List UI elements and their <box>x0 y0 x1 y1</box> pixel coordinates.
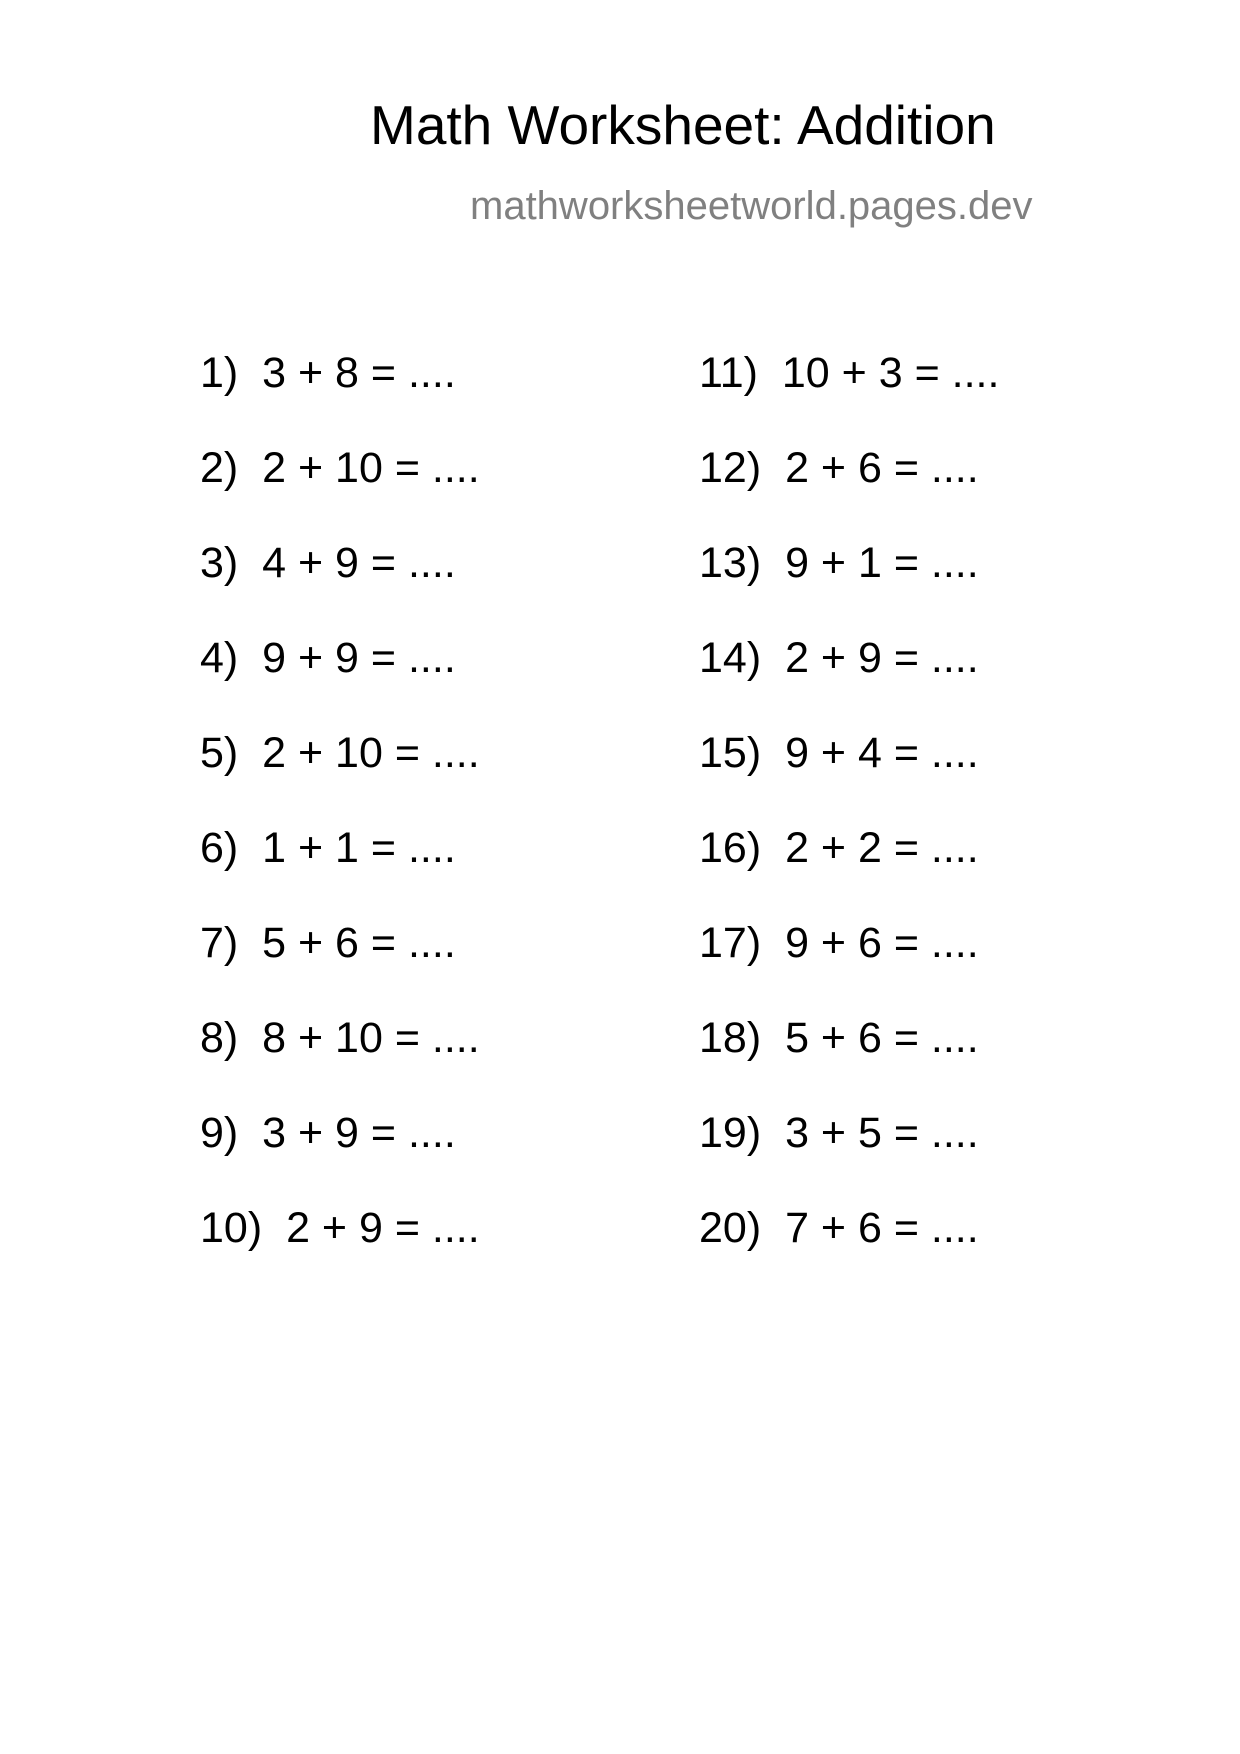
problem-expression: 3 + 5 = .... <box>785 1109 979 1157</box>
problem-number: 14) <box>699 634 762 682</box>
problem-spacer <box>238 1014 262 1062</box>
problem-item <box>699 349 1000 447</box>
problem-item <box>200 729 480 827</box>
problem-column-right <box>699 349 1000 1302</box>
problem-expression: 2 + 2 = .... <box>785 824 979 872</box>
problem-spacer <box>761 729 785 777</box>
problem-column-left <box>200 349 480 1302</box>
problem-spacer <box>761 824 785 872</box>
problem-number: 2) <box>200 444 239 492</box>
problem-number: 11) <box>699 349 758 397</box>
problem-expression: 2 + 10 = .... <box>262 729 480 777</box>
problem-spacer <box>761 1109 785 1157</box>
problem-item <box>699 444 999 542</box>
problem-number: 9) <box>200 1109 239 1157</box>
problem-spacer <box>262 1204 286 1252</box>
problem-number: 7) <box>200 919 239 967</box>
problem-item <box>200 1204 480 1302</box>
problem-number: 5) <box>200 729 239 777</box>
problem-number: 12) <box>699 444 762 492</box>
problem-item <box>699 919 999 1017</box>
problem-number: 6) <box>200 824 239 872</box>
problem-expression: 2 + 6 = .... <box>785 444 979 492</box>
problem-expression: 9 + 6 = .... <box>785 919 979 967</box>
problem-expression: 1 + 1 = .... <box>262 824 456 872</box>
problem-spacer <box>761 919 785 967</box>
problem-number: 3) <box>200 539 239 587</box>
problem-item <box>699 1204 999 1302</box>
problem-number: 15) <box>699 729 762 777</box>
problem-expression: 4 + 9 = .... <box>262 539 456 587</box>
problem-number: 13) <box>699 539 762 587</box>
problem-spacer <box>238 349 262 397</box>
problem-item <box>699 1014 999 1112</box>
problem-spacer <box>238 919 262 967</box>
problem-expression: 2 + 9 = .... <box>286 1204 480 1252</box>
problem-spacer <box>761 1204 785 1252</box>
problem-spacer <box>238 1109 262 1157</box>
problem-item <box>200 349 480 447</box>
problem-item <box>200 919 480 1017</box>
problem-expression: 9 + 9 = .... <box>262 634 456 682</box>
problem-expression: 8 + 10 = .... <box>262 1014 480 1062</box>
problem-item <box>200 444 480 542</box>
problem-item <box>699 539 999 637</box>
problem-expression: 7 + 6 = .... <box>785 1204 979 1252</box>
problem-item <box>699 1109 999 1207</box>
problem-number: 10) <box>200 1204 263 1252</box>
problem-expression: 2 + 9 = .... <box>785 634 979 682</box>
problem-expression: 2 + 10 = .... <box>262 444 480 492</box>
problem-item <box>699 729 999 827</box>
problem-spacer <box>761 1014 785 1062</box>
problem-number: 16) <box>699 824 762 872</box>
problem-item <box>200 634 480 732</box>
problem-item <box>200 539 480 637</box>
problem-item <box>200 824 480 922</box>
problem-item <box>699 634 999 732</box>
problem-item <box>200 1109 480 1207</box>
worksheet-website: mathworksheetworld.pages.dev <box>470 184 1033 228</box>
problem-spacer <box>238 729 262 777</box>
problem-number: 17) <box>699 919 762 967</box>
problem-expression: 3 + 9 = .... <box>262 1109 456 1157</box>
problem-item <box>699 824 999 922</box>
problem-spacer <box>238 444 262 492</box>
problem-expression: 9 + 4 = .... <box>785 729 979 777</box>
problem-spacer <box>238 824 262 872</box>
problem-spacer <box>761 444 785 492</box>
problem-expression: 9 + 1 = .... <box>785 539 979 587</box>
problem-expression: 10 + 3 = .... <box>781 349 1000 397</box>
problem-number: 19) <box>699 1109 762 1157</box>
problem-expression: 5 + 6 = .... <box>785 1014 979 1062</box>
problem-spacer <box>761 634 785 682</box>
problem-spacer <box>238 634 262 682</box>
problem-number: 20) <box>699 1204 762 1252</box>
problem-number: 8) <box>200 1014 239 1062</box>
problem-spacer <box>238 539 262 587</box>
problem-expression: 3 + 8 = .... <box>262 349 456 397</box>
worksheet-title: Math Worksheet: Addition <box>370 94 996 156</box>
problem-spacer <box>761 539 785 587</box>
problem-number: 1) <box>200 349 239 397</box>
problem-number: 4) <box>200 634 239 682</box>
problem-expression: 5 + 6 = .... <box>262 919 456 967</box>
problem-item <box>200 1014 480 1112</box>
problem-number: 18) <box>699 1014 762 1062</box>
problem-spacer <box>758 349 782 397</box>
